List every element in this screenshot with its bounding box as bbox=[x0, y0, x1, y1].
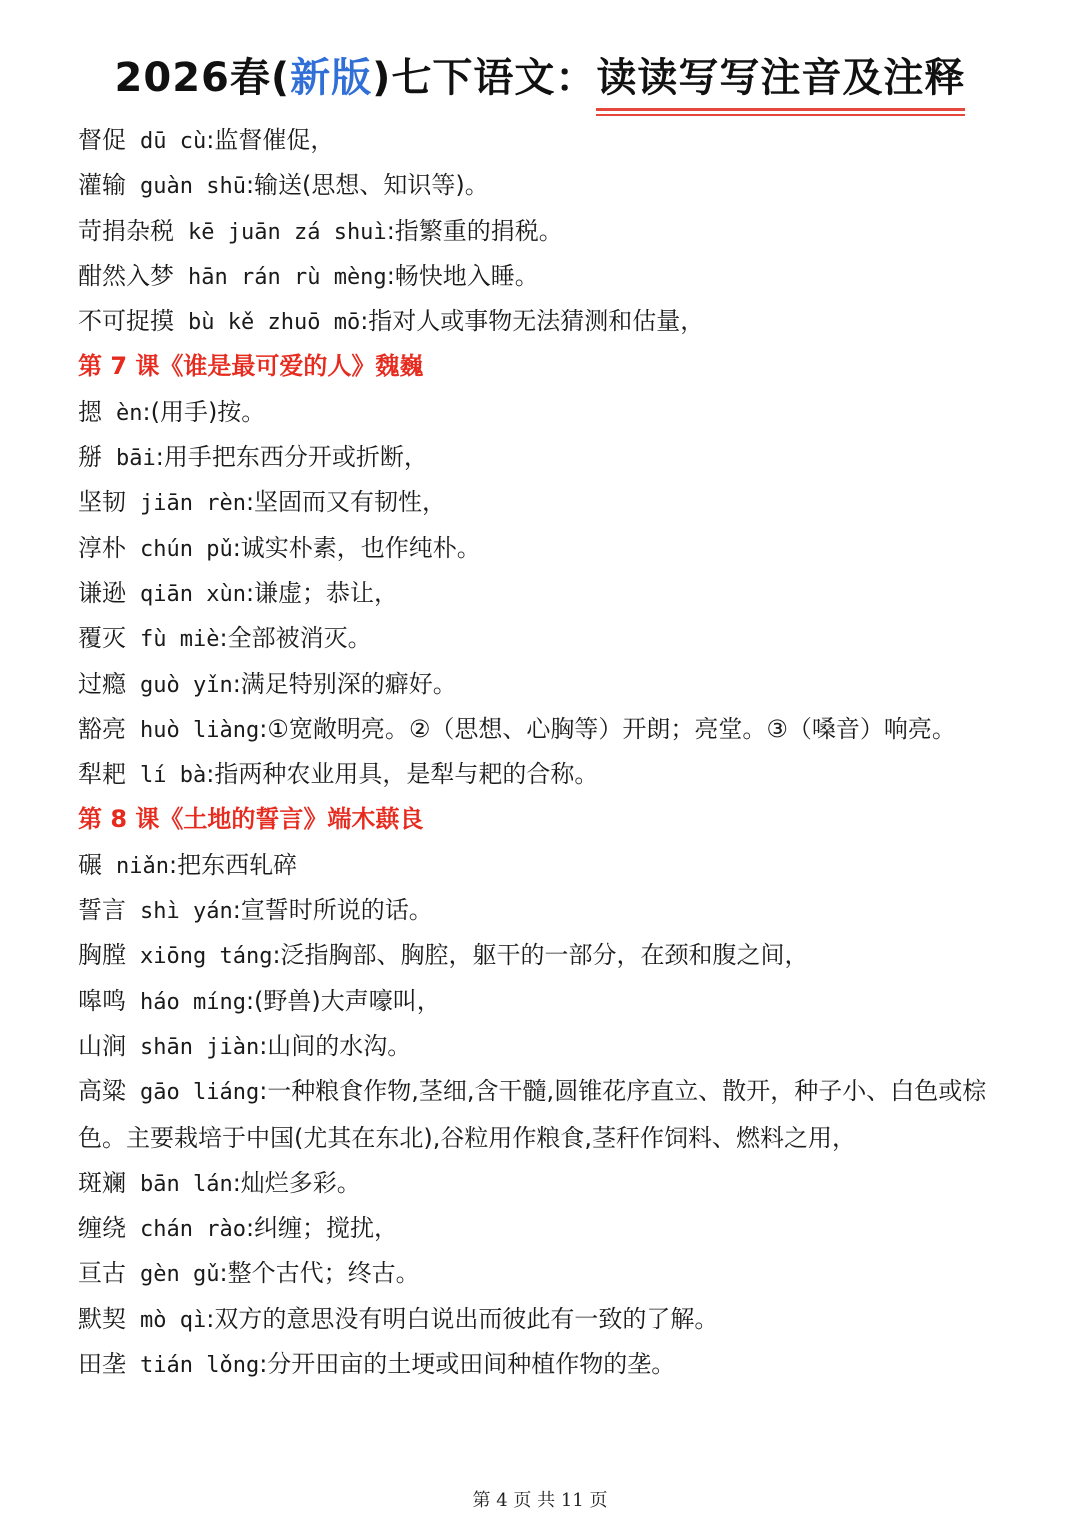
vocab-definition: :输送(思想、知识等)。 bbox=[245, 171, 489, 200]
vocab-entry bbox=[78, 752, 1018, 797]
vocab-entry bbox=[78, 1297, 1018, 1342]
vocab-pinyin: bāi bbox=[116, 446, 156, 472]
lesson-heading: 第 8 课《土地的誓言》端木蕻良 bbox=[78, 805, 424, 834]
vocab-definition: :指对人或事物无法猜测和估量， bbox=[360, 307, 705, 336]
vocab-term: 犁耙 bbox=[78, 760, 126, 789]
page-title bbox=[0, 46, 1080, 103]
title-part-1: 2026春( bbox=[114, 55, 291, 101]
title-underlined: 读读写写注音及注释 bbox=[596, 46, 965, 103]
vocab-term: 默契 bbox=[78, 1304, 126, 1333]
vocab-pinyin: fù miè bbox=[140, 627, 220, 653]
vocab-entry bbox=[78, 1161, 1018, 1206]
vocab-pinyin: èn bbox=[116, 400, 143, 426]
vocab-entry bbox=[78, 435, 1018, 480]
vocab-pinyin: huò liàng bbox=[140, 717, 260, 743]
vocab-term: 坚韧 bbox=[78, 488, 126, 517]
entry-list bbox=[78, 118, 1018, 1387]
vocab-term: 碾 bbox=[78, 850, 102, 879]
vocab-pinyin: shān jiàn bbox=[140, 1034, 260, 1060]
page-number: 第 4 页 共 11 页 bbox=[472, 1490, 608, 1511]
vocab-definition: :一种粮食作物,茎细,含干髓,圆锥花序直立、散开，种子小、白色或棕色。主要栽培于中国(尤其在东北),谷粒用作粮食,茎秆作饲料、燃料之用， bbox=[78, 1077, 987, 1152]
vocab-definition: :诚实朴素，也作纯朴。 bbox=[232, 533, 481, 562]
vocab-definition: :坚固而又有韧性， bbox=[245, 488, 447, 517]
vocab-entry bbox=[78, 571, 1018, 616]
vocab-term: 誓言 bbox=[78, 896, 126, 925]
vocab-term: 山涧 bbox=[78, 1031, 126, 1060]
vocab-definition: :全部被消灭。 bbox=[219, 624, 372, 653]
vocab-pinyin: gèn gǔ bbox=[140, 1262, 220, 1288]
vocab-definition: :谦虚；恭让， bbox=[245, 578, 399, 607]
vocab-pinyin: bān lán bbox=[140, 1171, 233, 1197]
vocab-pinyin: hān rán rù mèng bbox=[188, 264, 387, 290]
vocab-definition: :指繁重的捐税。 bbox=[386, 216, 563, 245]
vocab-entry bbox=[78, 254, 1018, 299]
vocab-term: 田垄 bbox=[78, 1350, 126, 1379]
vocab-term: 苛捐杂税 bbox=[78, 216, 174, 245]
vocab-definition: :宣誓时所说的话。 bbox=[232, 896, 433, 925]
vocab-entry bbox=[78, 933, 1018, 978]
vocab-pinyin: lí bà bbox=[140, 763, 207, 789]
vocab-term: 高粱 bbox=[78, 1077, 126, 1106]
vocab-entry bbox=[78, 979, 1018, 1024]
vocab-pinyin: kē juān zá shuì bbox=[188, 219, 387, 245]
vocab-definition: :监督催促， bbox=[206, 126, 335, 154]
vocab-entry bbox=[78, 707, 1018, 752]
vocab-term: 嗥鸣 bbox=[78, 986, 126, 1015]
vocab-entry bbox=[78, 888, 1018, 933]
vocab-pinyin: chún pǔ bbox=[140, 536, 233, 562]
vocab-definition: :山间的水沟。 bbox=[259, 1031, 412, 1060]
vocab-term: 淳朴 bbox=[78, 533, 126, 562]
vocab-entry bbox=[78, 163, 1018, 208]
vocab-term: 覆灭 bbox=[78, 624, 126, 653]
vocab-entry bbox=[78, 1342, 1018, 1387]
vocab-pinyin: shì yán bbox=[140, 899, 233, 925]
vocab-term: 督促 bbox=[78, 126, 126, 154]
title-highlight: 新版 bbox=[290, 55, 373, 101]
vocab-definition: :(用手)按。 bbox=[142, 397, 266, 426]
vocab-term: 豁亮 bbox=[78, 714, 126, 743]
vocab-term: 胸膛 bbox=[78, 941, 126, 970]
vocab-entry bbox=[78, 1024, 1018, 1069]
vocab-pinyin: tián lǒng bbox=[140, 1353, 260, 1379]
vocab-pinyin: guò yǐn bbox=[140, 672, 233, 698]
vocab-term: 亘古 bbox=[78, 1259, 126, 1288]
vocab-pinyin: jiān rèn bbox=[140, 491, 246, 517]
vocab-definition: :把东西轧碎 bbox=[168, 850, 298, 879]
vocab-pinyin: dū cù bbox=[140, 129, 207, 154]
vocab-term: 过瘾 bbox=[78, 669, 126, 698]
vocab-entry bbox=[78, 480, 1018, 525]
vocab-pinyin: xiōng táng bbox=[140, 944, 273, 970]
vocab-term: 谦逊 bbox=[78, 578, 126, 607]
vocab-pinyin: bù kě zhuō mō bbox=[188, 310, 361, 336]
vocab-pinyin: guàn shū bbox=[140, 174, 246, 200]
lesson-heading: 第 7 课《谁是最可爱的人》魏巍 bbox=[78, 352, 424, 381]
title-part-3: )七下语文： bbox=[372, 55, 597, 101]
vocab-definition: :双方的意思没有明白说出而彼此有一致的了解。 bbox=[206, 1304, 719, 1333]
vocab-pinyin: chán rào bbox=[140, 1217, 246, 1243]
vocab-entry bbox=[78, 1206, 1018, 1251]
vocab-entry bbox=[78, 1069, 1018, 1161]
vocab-term: 缠绕 bbox=[78, 1214, 126, 1243]
vocab-pinyin: niǎn bbox=[116, 853, 169, 879]
vocab-entry bbox=[78, 662, 1018, 707]
vocab-entry bbox=[78, 390, 1018, 435]
vocab-definition: :指两种农业用具，是犁与耙的合称。 bbox=[206, 760, 599, 789]
vocab-entry bbox=[78, 843, 1018, 888]
vocab-term: 斑斓 bbox=[78, 1168, 126, 1197]
vocab-pinyin: mò qì bbox=[140, 1307, 207, 1333]
vocab-pinyin: háo míng bbox=[140, 989, 246, 1015]
vocab-entry bbox=[78, 118, 1018, 163]
vocab-definition: :用手把东西分开或折断， bbox=[155, 443, 428, 472]
vocab-definition: :(野兽)大声嚎叫， bbox=[245, 986, 441, 1015]
vocab-term: 酣然入梦 bbox=[78, 261, 174, 290]
vocab-term: 灌输 bbox=[78, 171, 126, 200]
vocab-definition: :纠缠；搅扰， bbox=[245, 1214, 399, 1243]
vocab-term: 不可捉摸 bbox=[78, 307, 174, 336]
vocab-definition: :整个古代；终古。 bbox=[219, 1259, 420, 1288]
vocab-entry bbox=[78, 1251, 1018, 1296]
vocab-definition: :畅快地入睡。 bbox=[386, 261, 539, 290]
vocab-pinyin: gāo liáng bbox=[140, 1080, 260, 1106]
vocab-pinyin: qiān xùn bbox=[140, 581, 246, 607]
vocab-definition: :满足特别深的癖好。 bbox=[232, 669, 457, 698]
vocab-definition: :①宽敞明亮。②（思想、心胸等）开朗；亮堂。③（嗓音）响亮。 bbox=[259, 714, 956, 743]
vocab-definition: :灿烂多彩。 bbox=[232, 1168, 361, 1197]
vocab-entry bbox=[78, 299, 1018, 344]
vocab-term: 掰 bbox=[78, 443, 102, 472]
vocab-term: 摁 bbox=[78, 397, 102, 426]
vocab-entry bbox=[78, 526, 1018, 571]
vocab-definition: :分开田亩的土埂或田间种植作物的垄。 bbox=[259, 1350, 676, 1379]
vocab-definition: :泛指胸部、胸腔，躯干的一部分，在颈和腹之间， bbox=[272, 941, 809, 970]
vocab-entry bbox=[78, 616, 1018, 661]
vocab-entry bbox=[78, 209, 1018, 254]
